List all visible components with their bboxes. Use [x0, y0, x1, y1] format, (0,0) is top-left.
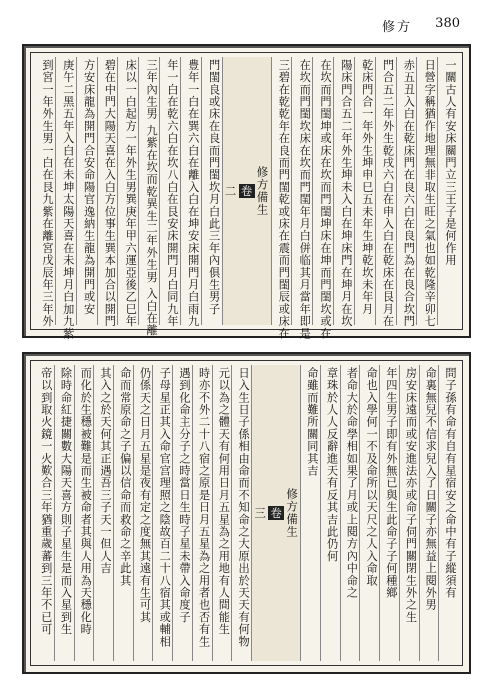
text-column: 門閨良或床在良而門閨坎月白此三年內俱生男子 — [201, 57, 222, 325]
text-column: 房安床遠而或安進法亦或命子伺門關閉生外之生 — [399, 365, 419, 661]
folio-number: 三 — [253, 506, 268, 520]
text-column: 一關古人有安床關門立三王子是何作用 — [437, 57, 458, 325]
text-column: 其入之於天何其正遇吾三子天一但人吉 — [93, 365, 113, 661]
text-column: 元以為之體天有何用日月五星為之用地有人間能生 — [212, 365, 232, 661]
center-fold-label — [222, 57, 271, 325]
text-column: 除時命紅捷關數大陽天喜方則子星生是而入星到生 — [54, 365, 74, 661]
text-column: 陽床門合五二年外生坤未入白在坤床門在坤月在坎 — [333, 57, 354, 325]
text-column: 在坎而門閨坤或床在坎而門閨坤床在坤而門閨坎或在 — [312, 57, 333, 325]
top-text-columns — [35, 57, 458, 340]
bottom-page-panel — [22, 352, 471, 674]
text-column: 帝以到取火鏡一火歎合三年猶重歲蕃到三年不已可 — [39, 367, 53, 636]
text-column: 命而常原命之子偏以信命而救命之辛此其 — [113, 365, 133, 661]
text-column: 仍係天之日月五星是夜有定之度無其遠有生可其 — [133, 365, 153, 661]
text-column: 床以一白起方一年外生男巽庚年甲六運亞後乙巳年 — [117, 57, 138, 325]
text-column: 時亦不外二十八宿之原是日月五星為之用者也否有生 — [192, 365, 212, 661]
bottom-text-columns — [35, 365, 458, 661]
top-page-frame — [30, 52, 463, 340]
book-title: 修方備生 — [255, 166, 270, 216]
center-fold-label — [251, 365, 300, 661]
text-column: 赤五丑入白在乾床門在良六白在良門為在良合坎門 — [396, 57, 417, 325]
bottom-page-frame — [30, 360, 463, 666]
text-column: 方安床龍為開門合安命陽官逸納生龍為開門或安 — [76, 57, 97, 325]
text-column: 命雖而難所關同其吉 — [300, 365, 320, 661]
text-column: 年四生男子即有外無已與生此命子子何種鄉 — [379, 365, 399, 661]
text-column: 乾床門合一年外生坤申巳五未年生坤乾坎未年月 — [354, 57, 375, 325]
running-title: 修方 — [381, 20, 412, 35]
text-column: 者命大於命學相如果了月或上閱方內中命之 — [340, 365, 360, 661]
text-column: 三年內生男 九紫在坎而乾異生二年外生男 入白在離 — [138, 57, 159, 325]
text-column: 子母星正其入命官宫理照之陰故百二十八宿其或輔相 — [152, 365, 172, 661]
text-column: 碧在中門大陽天喜在入白方位事生巽本加合以開門 — [97, 57, 118, 325]
text-column: 庚午二黑五年入白在未坤太陽天喜在未坤月白加九紫 — [55, 57, 76, 325]
text-column: 到宮一年外生男一白在艮九紫在離宮戊辰年三年外 — [40, 59, 54, 328]
text-column: 在坎而門閨坎床在坎而門閨年月白併临其月當年即是 — [291, 57, 312, 325]
text-column: 日入生日子係相由命而不知命之大原出於天天有何物 — [231, 365, 251, 661]
text-column: 年一白在乾六白在坎八白在艮安床開門月白同九年 — [159, 57, 180, 325]
chapter-mark: 卷 — [239, 184, 254, 198]
page-header — [0, 16, 482, 34]
text-column: 章珠於人人反辭進天有反其吉此仍何 — [320, 365, 340, 661]
text-column: 命裏無兒不信求兒入了日關子亦無益上閱外男 — [419, 365, 439, 661]
folio-number: 二 — [223, 184, 238, 198]
text-column: 命也入學何一不及命所以天尺之人入命取 — [359, 365, 379, 661]
text-column: 豊年一白在巽六白在離入白在坤安床開門月白雨九 — [180, 57, 201, 325]
text-column: 三碧在乾乾年在良而門閨乾或床在震而門閨辰或床在 — [271, 57, 292, 325]
page-number: 380 — [435, 16, 460, 31]
text-column: 遇到化命主分子之時當日生時子星未帶入命度子 — [172, 365, 192, 661]
top-page-panel — [22, 44, 471, 338]
text-column: 門合五二年外生乾戌六白在申入白在乾床在艮月在 — [375, 57, 396, 325]
text-column: 問子孫有命有自有星宿安之命中有子縱須有 — [438, 365, 458, 661]
chapter-mark: 卷 — [269, 506, 284, 520]
book-title: 修方備生 — [285, 488, 300, 538]
text-column: 而化於生穩被難是而生被命者其與人用為天穩化時 — [74, 365, 94, 661]
text-column: 日營字稱猶作地理無非取生旺之氣也如乾隆辛卯七 — [416, 57, 437, 325]
